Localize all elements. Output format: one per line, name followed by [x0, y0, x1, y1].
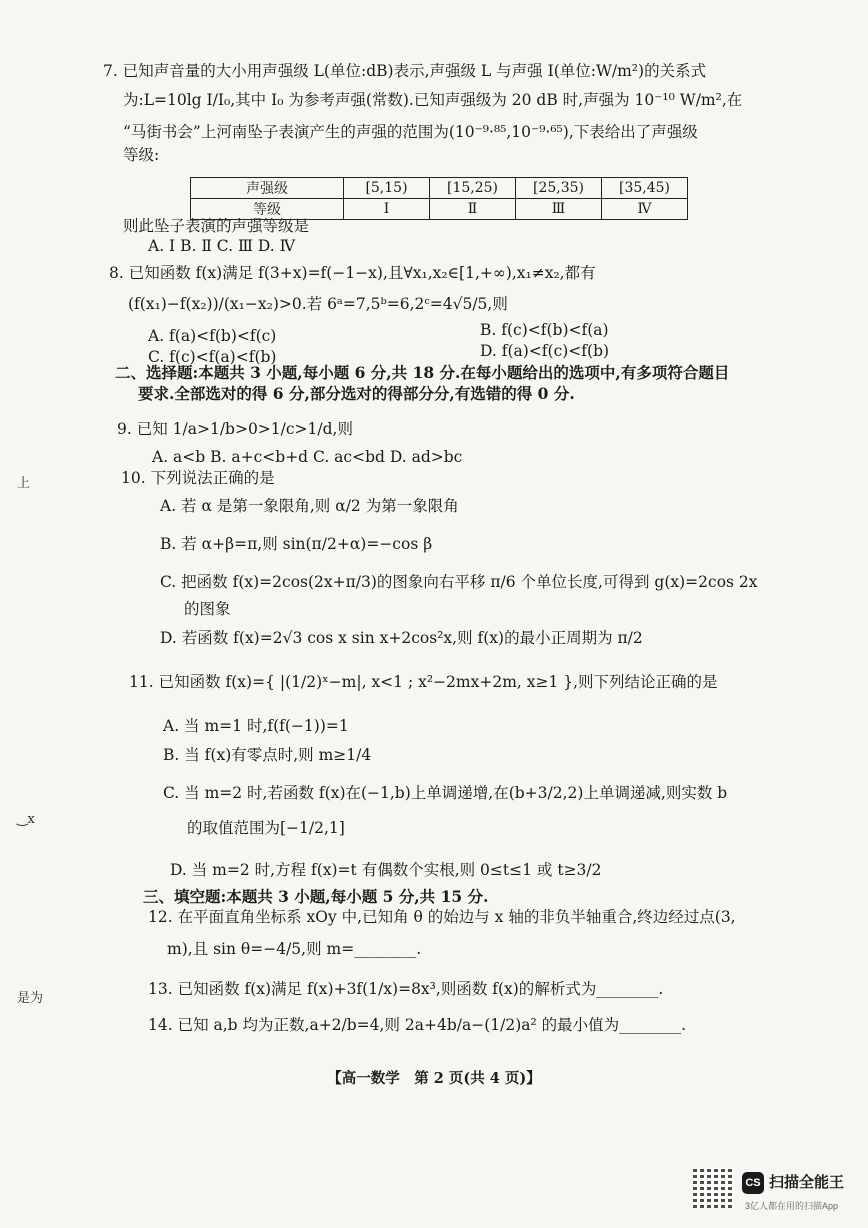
question-line: A. Ⅰ B. Ⅱ C. Ⅲ D. Ⅳ — [148, 237, 296, 255]
question-line: D. 当 m=2 时,方程 f(x)=t 有偶数个实根,则 0≤t≤1 或 t≥3/2 — [170, 861, 602, 879]
qr-code-icon — [693, 1168, 733, 1208]
question-line: 9. 已知 1/a>1/b>0>1/c>1/d,则 — [117, 420, 353, 438]
table-cell: Ⅲ — [516, 199, 602, 220]
table-cell: [5,15) — [344, 178, 430, 199]
question-line: A. a<b B. a+c<b+d C. ac<bd D. ad>bc — [152, 448, 463, 466]
table-cell: 等级 — [191, 199, 344, 220]
question-line: m),且 sin θ=−4/5,则 m=________. — [167, 940, 422, 958]
question-line: B. 若 α+β=π,则 sin(π/2+α)=−cos β — [160, 535, 433, 553]
scanner-logo-icon: CS — [742, 1172, 764, 1194]
question-line: D. 若函数 f(x)=2√3 cos x sin x+2cos²x,则 f(x)的最小正周期为 π/2 — [160, 629, 643, 647]
question-line: A. f(a)<f(b)<f(c) — [148, 327, 277, 345]
question-line: 要求.全部选对的得 6 分,部分选对的得部分分,有选错的得 0 分. — [138, 384, 575, 403]
question-line: 的图象 — [184, 600, 231, 618]
question-line: 14. 已知 a,b 均为正数,a+2/b=4,则 2a+4b/a−(1/2)a² 的最小值为________. — [148, 1016, 687, 1034]
question-line: D. f(a)<f(c)<f(b) — [480, 342, 610, 360]
table-cell: Ⅱ — [430, 199, 516, 220]
table-header-row — [191, 178, 688, 199]
scanner-tagline: 3亿人都在用的扫描App — [745, 1201, 839, 1211]
question-line: B. 当 f(x)有零点时,则 m≥1/4 — [163, 746, 372, 764]
question-line: 三、填空题:本题共 3 小题,每小题 5 分,共 15 分. — [143, 887, 489, 906]
question-line: 则此坠子表演的声强等级是 — [123, 217, 310, 235]
question-line: 等级: — [123, 146, 160, 164]
question-line: 13. 已知函数 f(x)满足 f(x)+3f(1/x)=8x³,则函数 f(x)的解析式为________. — [148, 980, 664, 998]
page-footer: 【高一数学 第 2 页(共 4 页)】 — [327, 1070, 541, 1087]
question-line: C. 把函数 f(x)=2cos(2x+π/3)的图象向右平移 π/6 个单位长度,可得到 g(x)=2cos 2x — [160, 573, 758, 591]
question-line: 12. 在平面直角坐标系 xOy 中,已知角 θ 的始边与 x 轴的非负半轴重合,终边经过点(3, — [148, 908, 736, 926]
table-cell: [35,45) — [602, 178, 688, 199]
sound-level-table — [190, 177, 688, 220]
scanner-app-name: 扫描全能王 — [769, 1174, 845, 1191]
question-line: 为:L=10lg I/I₀,其中 I₀ 为参考声强(常数).已知声强级为 20 dB 时,声强为 10⁻¹⁰ W/m²,在 — [123, 91, 743, 109]
question-line: 7. 已知声音量的大小用声强级 L(单位:dB)表示,声强级 L 与声强 I(单位:W/m²)的关系式 — [103, 62, 707, 80]
margin-mark: 上 — [17, 476, 31, 491]
margin-mark: ‿x — [17, 812, 35, 827]
question-line: 11. 已知函数 f(x)={ |(1/2)ˣ−m|, x<1 ; x²−2mx+2m, x≥1 },则下列结论正确的是 — [129, 673, 718, 691]
question-line: B. f(c)<f(b)<f(a) — [480, 321, 609, 339]
margin-mark: 是为 — [17, 991, 44, 1006]
table-row — [191, 199, 688, 220]
table-cell: Ⅳ — [602, 199, 688, 220]
question-line: “马街书会”上河南坠子表演产生的声强的范围为(10⁻⁹·⁸⁵,10⁻⁹·⁶⁵),下表给出了声强级 — [123, 123, 698, 141]
question-line: A. 若 α 是第一象限角,则 α/2 为第一象限角 — [160, 497, 459, 515]
table-cell: [15,25) — [430, 178, 516, 199]
question-line: 的取值范围为[−1/2,1] — [187, 819, 345, 837]
table-cell: 声强级 — [191, 178, 344, 199]
question-line: 8. 已知函数 f(x)满足 f(3+x)=f(−1−x),且∀x₁,x₂∈[1,+∞),x₁≠x₂,都有 — [109, 264, 596, 282]
question-line: 10. 下列说法正确的是 — [121, 469, 275, 487]
question-line: (f(x₁)−f(x₂))/(x₁−x₂)>0.若 6ᵃ=7,5ᵇ=6,2ᶜ=4√5/5,则 — [128, 295, 508, 313]
table-cell: [25,35) — [516, 178, 602, 199]
question-line: A. 当 m=1 时,f(f(−1))=1 — [163, 717, 349, 735]
question-line: C. f(c)<f(a)<f(b) — [148, 348, 277, 366]
question-line: 二、选择题:本题共 3 小题,每小题 6 分,共 18 分.在每小题给出的选项中,有多项符合题目 — [115, 363, 730, 382]
table-cell: Ⅰ — [344, 199, 430, 220]
question-line: C. 当 m=2 时,若函数 f(x)在(−1,b)上单调递增,在(b+3/2,2)上单调递减,则实数 b — [163, 784, 728, 802]
